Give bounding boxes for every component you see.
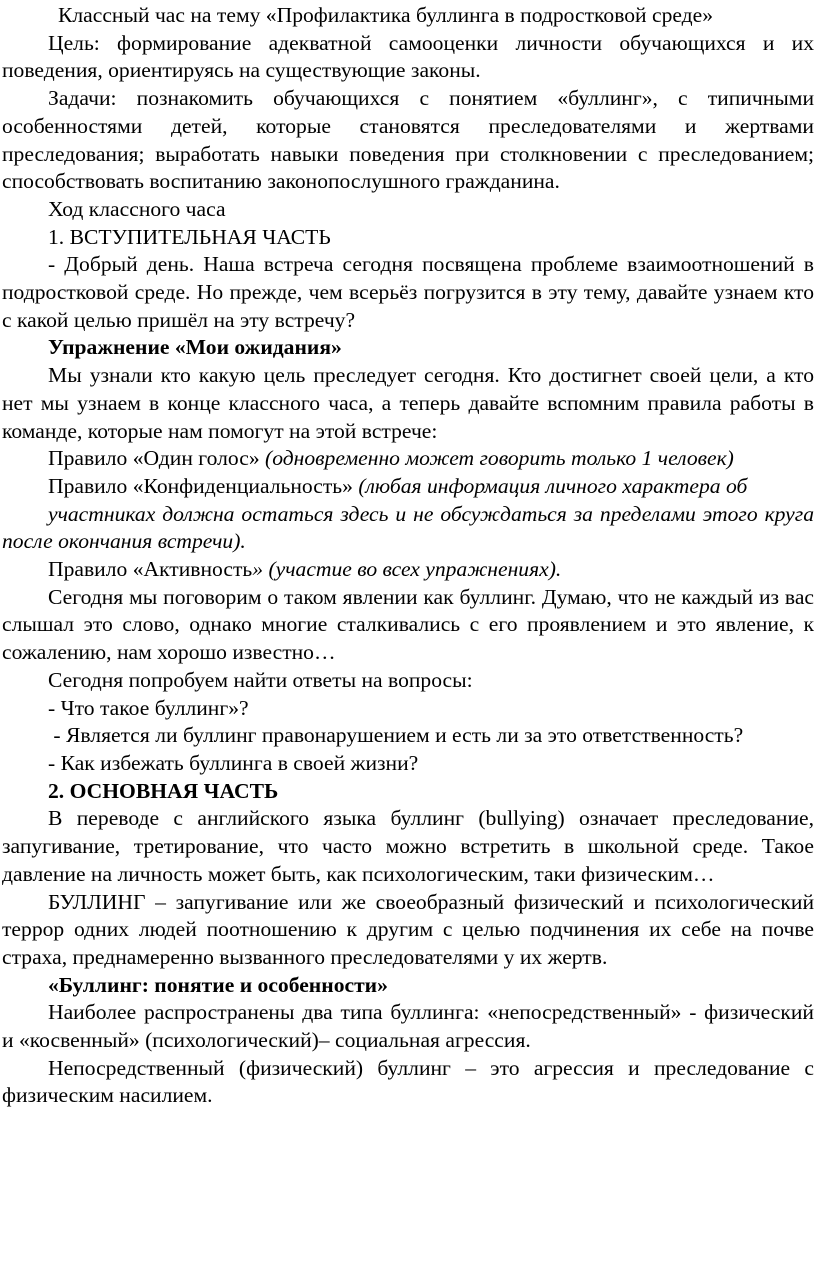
definition-paragraph: БУЛЛИНГ – запугивание или же своеобразный физический и психологический террор одних людей поотношению к другим с целью подчинения их себе на почве страха, преднамеренно вызванного преследователями у их жертв.	[2, 889, 814, 969]
rule3-note: » (участие во всех упражнениях).	[252, 557, 562, 582]
goal-paragraph: Цель: формирование адекватной самооценки личности обучающихся и их поведения, ориентируясь на существующие законы.	[2, 30, 814, 83]
rule2-note-b: участниках должна остаться здесь и не обсуждаться за пределами этого круга после окончания встречи).	[2, 501, 814, 554]
rule-confidentiality-cont	[2, 501, 814, 556]
types-paragraph: Наиболее распространены два типа буллинга: «непосредственный» - физический и «косвенный» (психологический)– социальная агрессия.	[2, 1000, 814, 1053]
today-paragraph: Сегодня мы поговорим о таком явлении как буллинг. Думаю, что не каждый из вас слышал это слово, однако многие сталкивались с его проявлением и это явление, к сожалению, нам хорошо известно…	[2, 584, 814, 665]
part1-heading: 1. ВСТУПИТЕЛЬНАЯ ЧАСТЬ	[48, 224, 331, 249]
rule3-label: Правило «Активность	[48, 557, 253, 582]
exercise-paragraph: Мы узнали кто какую цель преследует сегодня. Кто достигнет своей цели, а кто нет мы узнаем в конце классного часа, а теперь давайте вспомним правила работы в команде, которые нам помогут на этой встрече:	[2, 363, 814, 443]
question-1: - Что такое буллинг»?	[48, 695, 249, 720]
exercise-heading: Упражнение «Мои ожидания»	[48, 335, 342, 360]
questions-intro: Сегодня попробуем найти ответы на вопросы:	[48, 667, 473, 692]
translation-paragraph: В переводе с английского языка буллинг (bullying) означает преследование, запугивание, третирование, что часто можно встретить в школьной среде. Такое давление на личность может быть, как психологическим, таки физическим…	[2, 806, 814, 886]
question-2: - Является ли буллинг правонарушением и есть ли за это ответственность?	[48, 723, 744, 748]
rule-one-voice	[2, 445, 814, 473]
course-heading: Ход классного часа	[48, 196, 226, 221]
tasks-paragraph: Задачи: познакомить обучающихся с понятием «буллинг», с типичными особенностями детей, которые становятся преследователями и жертвами преследования; выработать навыки поведения при столкновении с преследованием; способствовать воспитанию законопослушного гражданина.	[2, 86, 814, 194]
rule1-note: (одновременно может говорить только 1 человек)	[265, 446, 734, 471]
question-3: - Как избежать буллинга в своей жизни?	[48, 750, 419, 775]
rule-confidentiality	[2, 473, 814, 501]
rule-activity	[2, 556, 814, 584]
concept-heading: «Буллинг: понятие и особенности»	[48, 972, 388, 997]
rule1-label: Правило «Один голос»	[48, 446, 260, 471]
document-title: Классный час на тему «Профилактика буллинга в подростковой среде»	[58, 3, 714, 27]
greeting-paragraph: - Добрый день. Наша встреча сегодня посвящена проблеме взаимоотношений в подростковой среде. Но прежде, чем всерьёз погрузится в эту тему, давайте узнаем кто с какой целью пришёл на эту встречу?	[2, 252, 814, 332]
rule2-note-a: (любая информация личного характера об	[358, 473, 748, 498]
direct-paragraph: Непосредственный (физический) буллинг – это агрессия и преследование с физическим насилием.	[2, 1055, 814, 1108]
part2-heading: 2. ОСНОВНАЯ ЧАСТЬ	[48, 778, 279, 803]
rule2-label: Правило «Конфиденциальность»	[48, 473, 353, 498]
